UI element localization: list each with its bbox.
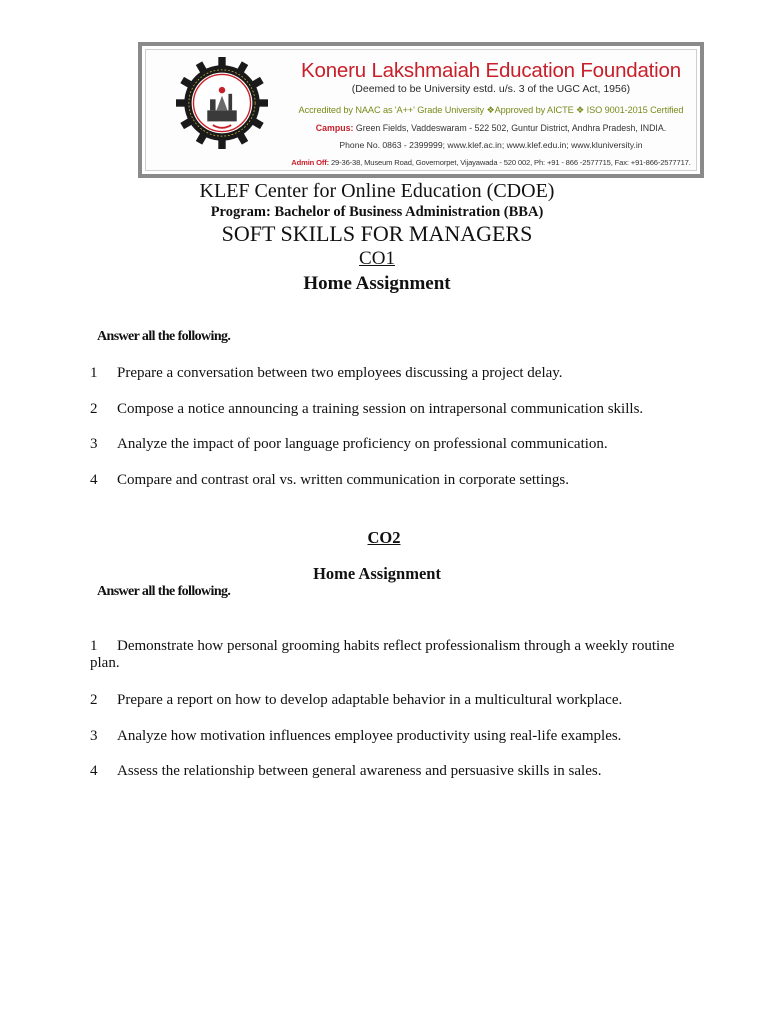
accreditation-line: Accredited by NAAC as 'A++' Grade University ❖Approved by AICTE ❖ ISO 9001-2015 Certified	[298, 105, 684, 115]
co1-instruction: Answer all the following.	[97, 329, 231, 344]
co2-question-3	[90, 728, 690, 745]
co2-question-4	[90, 763, 690, 780]
question-text: Demonstrate how personal grooming habits reflect professionalism through a weekly routine plan.	[90, 638, 675, 671]
program-title: Program: Bachelor of Business Administration (BBA)	[210, 204, 544, 220]
co1-home-assignment-heading: Home Assignment	[303, 273, 451, 294]
question-number: 3	[90, 436, 98, 452]
question-text: Prepare a conversation between two employees discussing a project delay.	[117, 365, 563, 381]
org-name: Koneru Lakshmaiah Education Foundation	[301, 59, 681, 82]
university-seal-logo	[176, 57, 268, 149]
co1-question-4	[90, 472, 690, 489]
question-text: Assess the relationship between general awareness and persuasive skills in sales.	[117, 763, 602, 779]
question-text: Compare and contrast oral vs. written communication in corporate settings.	[117, 472, 569, 488]
question-number: 3	[90, 728, 98, 744]
admin-label: Admin Off:	[291, 158, 330, 167]
campus-address: Green Fields, Vaddeswaram - 522 502, Guntur District, Andhra Pradesh, INDIA.	[355, 123, 667, 133]
question-number: 1	[90, 365, 98, 381]
question-number: 1	[90, 638, 98, 654]
question-number: 4	[90, 472, 98, 488]
question-text: Prepare a report on how to develop adaptable behavior in a multicultural workplace.	[117, 692, 623, 708]
co2-instruction: Answer all the following.	[97, 584, 231, 599]
question-number: 2	[90, 692, 98, 708]
question-text: Analyze how motivation influences employee productivity using real-life examples.	[117, 728, 622, 744]
co1-question-1	[90, 365, 690, 382]
campus-line	[281, 123, 701, 133]
letterhead-banner	[138, 42, 704, 178]
question-number: 4	[90, 763, 98, 779]
admin-office-line	[281, 158, 701, 167]
question-text: Compose a notice announcing a training session on intrapersonal communication skills.	[117, 401, 644, 417]
co1-question-2	[90, 401, 690, 418]
admin-address: 29-36-38, Museum Road, Governorpet, Vijayawada - 520 002, Ph: +91 - 866 -2577715, Fax: +91-866-2577717.	[330, 158, 691, 167]
letterhead-inner	[145, 49, 697, 171]
campus-label: Campus:	[315, 123, 354, 133]
deemed-university-line: (Deemed to be University estd. u/s. 3 of the UGC Act, 1956)	[351, 83, 631, 95]
question-text: Analyze the impact of poor language proficiency on professional communication.	[117, 436, 608, 452]
co1-question-3	[90, 436, 690, 453]
co2-question-2	[90, 692, 690, 709]
co2-heading: CO2	[367, 528, 401, 547]
co2-home-assignment-heading: Home Assignment	[313, 564, 441, 583]
course-title: SOFT SKILLS FOR MANAGERS	[221, 221, 533, 246]
phone-web-line: Phone No. 0863 - 2399999; www.klef.ac.in; www.klef.edu.in; www.kluniversity.in	[339, 140, 643, 150]
question-number: 2	[90, 401, 98, 417]
co2-question-1	[90, 638, 690, 672]
co1-heading: CO1	[359, 248, 395, 269]
center-title: KLEF Center for Online Education (CDOE)	[199, 180, 555, 202]
